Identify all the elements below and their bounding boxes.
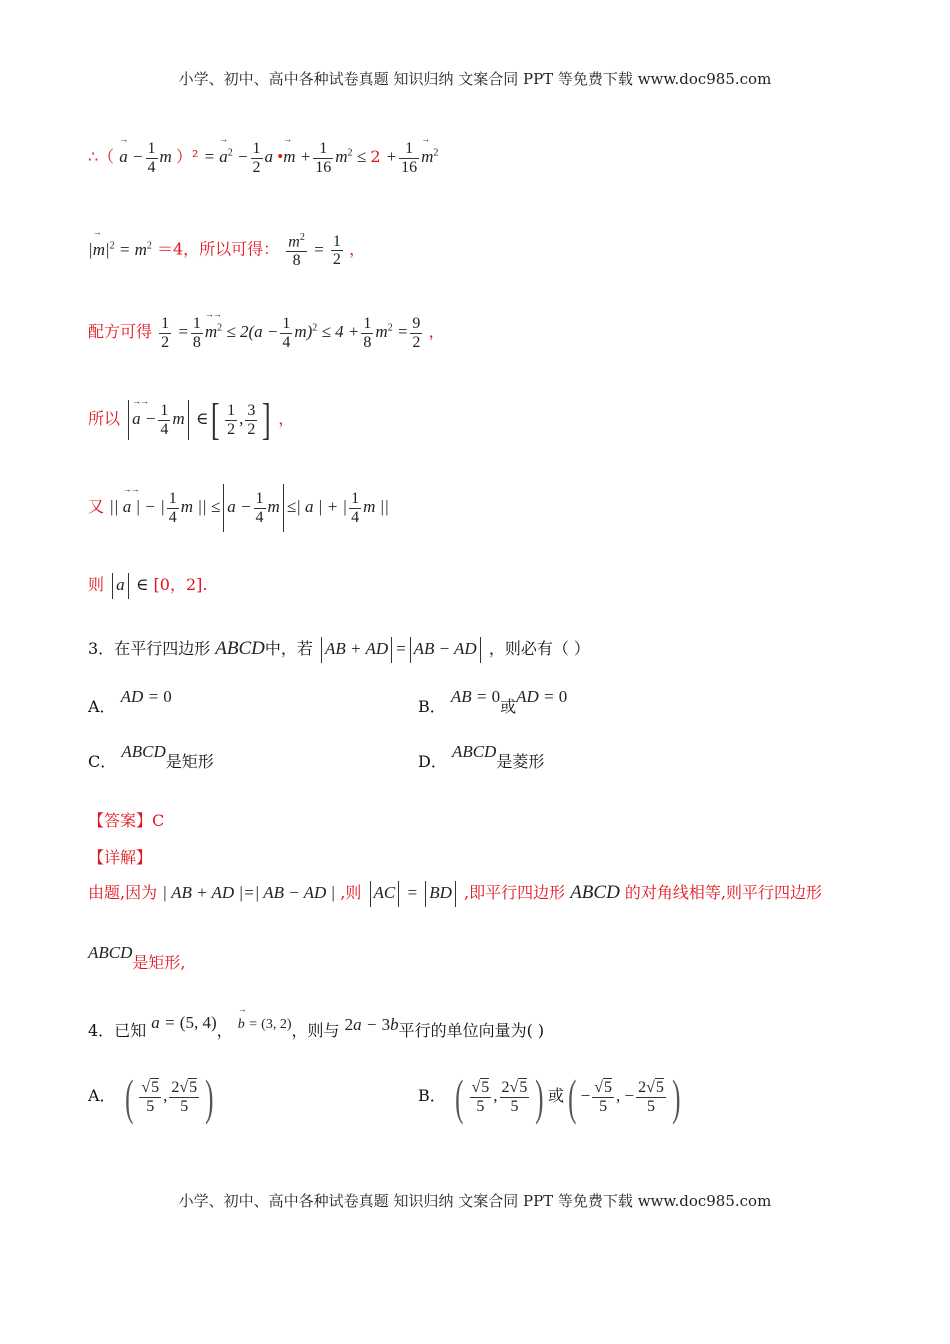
q3-explanation-end: ABCD是矩形, bbox=[88, 943, 186, 972]
m-magnitude: |→ $m|^2 = m^2$ bbox=[88, 240, 152, 259]
m-equation: $\frac{m^2}{8}$ = $\frac{1}{2}$ bbox=[288, 232, 341, 269]
complete-square-label: 配方可得 bbox=[88, 322, 153, 341]
solution-line-1 bbox=[88, 140, 438, 176]
expression-2: = → $a^2$ − $\frac{1}{2}$ a •→ m + $\frac{1}{16}$ $m^2$ ≤ bbox=[204, 147, 371, 166]
triangle-inequality: || →→ a | − | $\frac{1}{4}$ m || ≤ a − $\frac{1}{4}$ m ≤| a | + | $\frac{1}{4}$ m || bbox=[109, 497, 389, 516]
question-4-stem: 4．已知 a = (5, 4)， → b = (3, 2)，则与 2a − 3b平行的单位向量为( ) bbox=[88, 1018, 544, 1041]
q3-option-b[interactable]: B． AB = 0或AD = 0 bbox=[418, 687, 568, 716]
question-4-number: 4． bbox=[88, 1021, 115, 1040]
range-expression: →→ a − $\frac{1}{4}$ m ∈[ $\frac{1}{2}$ , $\frac{3}{2}$ ] bbox=[125, 409, 278, 428]
page-footer: 小学、初中、高中各种试卷真题 知识归纳 文案合同 PPT 等免费下载 www.doc985.com bbox=[178, 1192, 772, 1210]
q4-option-a[interactable]: A． ( $\frac{√5}{5}$ , $\frac{2√5}{5}$ ) bbox=[88, 1069, 214, 1125]
so-label: 所以 bbox=[88, 408, 121, 428]
solution-line-3: 配方可得 $\frac{1}{2}$ = $\frac{1}{8}$ →→ $m^2 \le 2(a$ − $\frac{1}{4}$ m)$^2$ ≤ 4 + $\frac{1}{8}$ $m^2$ = $\frac{9}{2}$ ， bbox=[88, 315, 445, 351]
q4-option-b[interactable]: B． ( $\frac{√5}{5}$ , $\frac{2√5}{5}$ ) 或( − $\frac{√5}{5}$ , − $\frac{2√5}{5}$ ) bbox=[418, 1069, 681, 1125]
close-square: ）² bbox=[176, 147, 199, 166]
q3-option-c[interactable]: C． ABCD是矩形 bbox=[88, 742, 214, 771]
m-line-text: ＝4，所以可得： bbox=[157, 239, 280, 259]
q3-explanation: 由题,因为 | AB + AD |=| AB − AD | ,则 AC = BD ,即平行四边形 ABCD 的对角线相等,则平行四边形 bbox=[88, 880, 822, 907]
bound-number: 2 bbox=[370, 147, 381, 166]
page-header: 小学、初中、高中各种试卷真题 知识归纳 文案合同 PPT 等免费下载 www.doc985.com bbox=[178, 70, 772, 88]
q3-condition: AB + AD = AB − AD bbox=[318, 639, 484, 658]
expression-3: + $\frac{1}{16}$ → $m^2$ bbox=[386, 147, 439, 166]
solution-line-4: 所以 →→ a − $\frac{1}{4}$ m ∈[ $\frac{1}{2}$ , $\frac{3}{2}$ ] ， bbox=[88, 398, 294, 442]
q3-detail-label: 【详解】 bbox=[88, 848, 153, 867]
then-label: 则 bbox=[88, 575, 105, 594]
then-result: [0，2]. bbox=[153, 575, 208, 594]
q3-answer: 【答案】C bbox=[88, 811, 165, 830]
question-3-stem: 3．在平行四边形 ABCD中，若 AB + AD = AB − AD ，则必有（ ） bbox=[88, 636, 590, 663]
q3-option-a[interactable]: A． AD = 0 bbox=[88, 687, 172, 716]
solution-line-2: |→ $m|^2 = m^2 =4$，所以可得： $\frac{m^2}{8}$ = $\frac{1}{2}$ ， bbox=[88, 232, 365, 270]
inequality-chain: $\frac{1}{2}$ = $\frac{1}{8}$ →→ $m^2 \le 2(a$ − $\frac{1}{4}$ m)$^2$ ≤ 4 + $\frac{1}{8}$ $m^2$ = $\frac{9}{2}$ bbox=[157, 322, 429, 341]
therefore-symbol: ∴（ bbox=[88, 147, 115, 166]
question-3-number: 3． bbox=[88, 639, 115, 658]
solution-line-6 bbox=[88, 572, 207, 599]
expression-1: → a − $\frac{1}{4}$ m bbox=[119, 147, 176, 166]
solution-line-5 bbox=[88, 484, 389, 532]
q3-option-d[interactable]: D． ABCD是菱形 bbox=[418, 742, 545, 771]
a-magnitude: a ∈ bbox=[109, 575, 148, 594]
also-label: 又 bbox=[88, 496, 105, 516]
